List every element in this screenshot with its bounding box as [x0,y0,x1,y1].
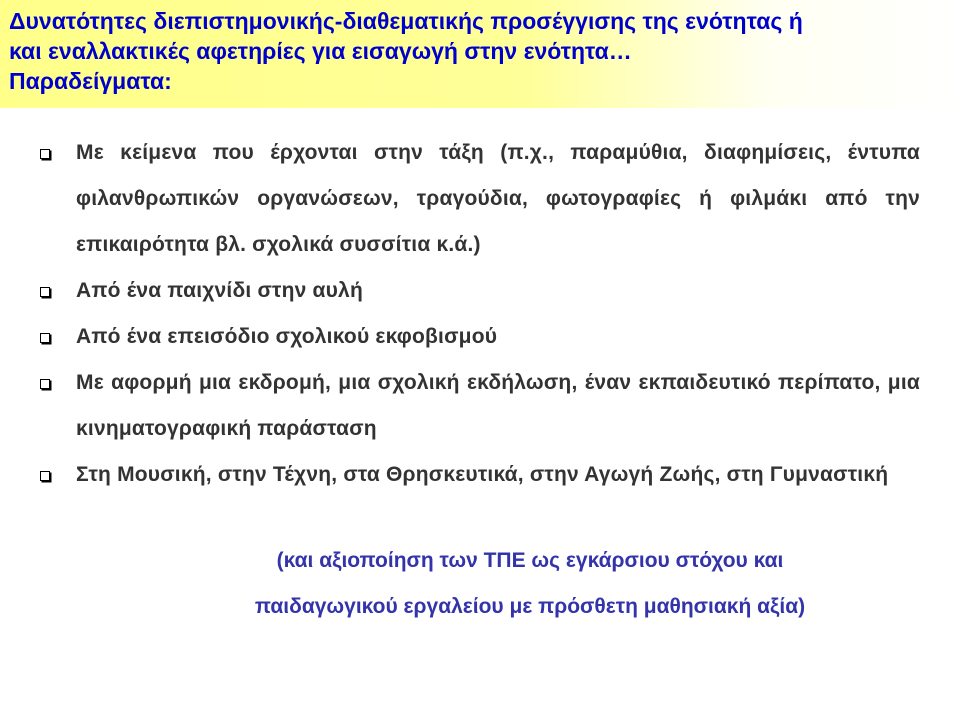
slide-title [9,6,955,96]
title-banner [0,0,960,108]
bullet-text: Με κείμενα που έρχονται στην τάξη (π.χ., παραμύθια, διαφημίσεις, έντυπα φιλανθρωπικών οργανώσεων, τραγούδια, φωτογραφίες ή φιλμάκι από την επικαιρότητα βλ. σχολικά συσσίτια κ.ά.) [76,141,920,256]
title-line-2: και εναλλακτικές αφετηρίες για εισαγωγή στην ενότητα… [9,38,632,64]
checkbox-bullet-icon [40,333,50,343]
checkbox-bullet-icon [40,379,50,389]
bullet-item [40,314,920,360]
note-line-1: (και αξιοποίηση των ΤΠΕ ως εγκάρσιου στόχου και [276,549,784,572]
checkbox-bullet-icon [40,287,50,297]
bullet-text: Στη Μουσική, στην Τέχνη, στα Θρησκευτικά, στην Αγωγή Ζωής, στη Γυμναστική [76,463,889,486]
bullet-list [40,130,920,498]
bullet-item [40,130,920,268]
note-line-2: παιδαγωγικού εργαλείου με πρόσθετη μαθησιακή αξία) [254,595,806,618]
title-line-3: Παραδείγματα: [9,68,172,94]
bullet-text: Από ένα παιχνίδι στην αυλή [76,279,363,302]
title-line-1: Δυνατότητες διεπιστημονικής-διαθεματικής προσέγγισης της ενότητας ή [9,8,803,34]
bullet-item [40,268,920,314]
bullet-text: Με αφορμή μια εκδρομή, μια σχολική εκδήλωση, έναν εκπαιδευτικό περίπατο, μια κινηματογραφική παράσταση [76,371,920,440]
checkbox-bullet-icon [40,149,50,159]
bullet-item [40,360,920,452]
ict-note [150,538,910,630]
bullet-text: Από ένα επεισόδιο σχολικού εκφοβισμού [76,325,498,348]
checkbox-bullet-icon [40,471,50,481]
bullet-item [40,452,920,498]
